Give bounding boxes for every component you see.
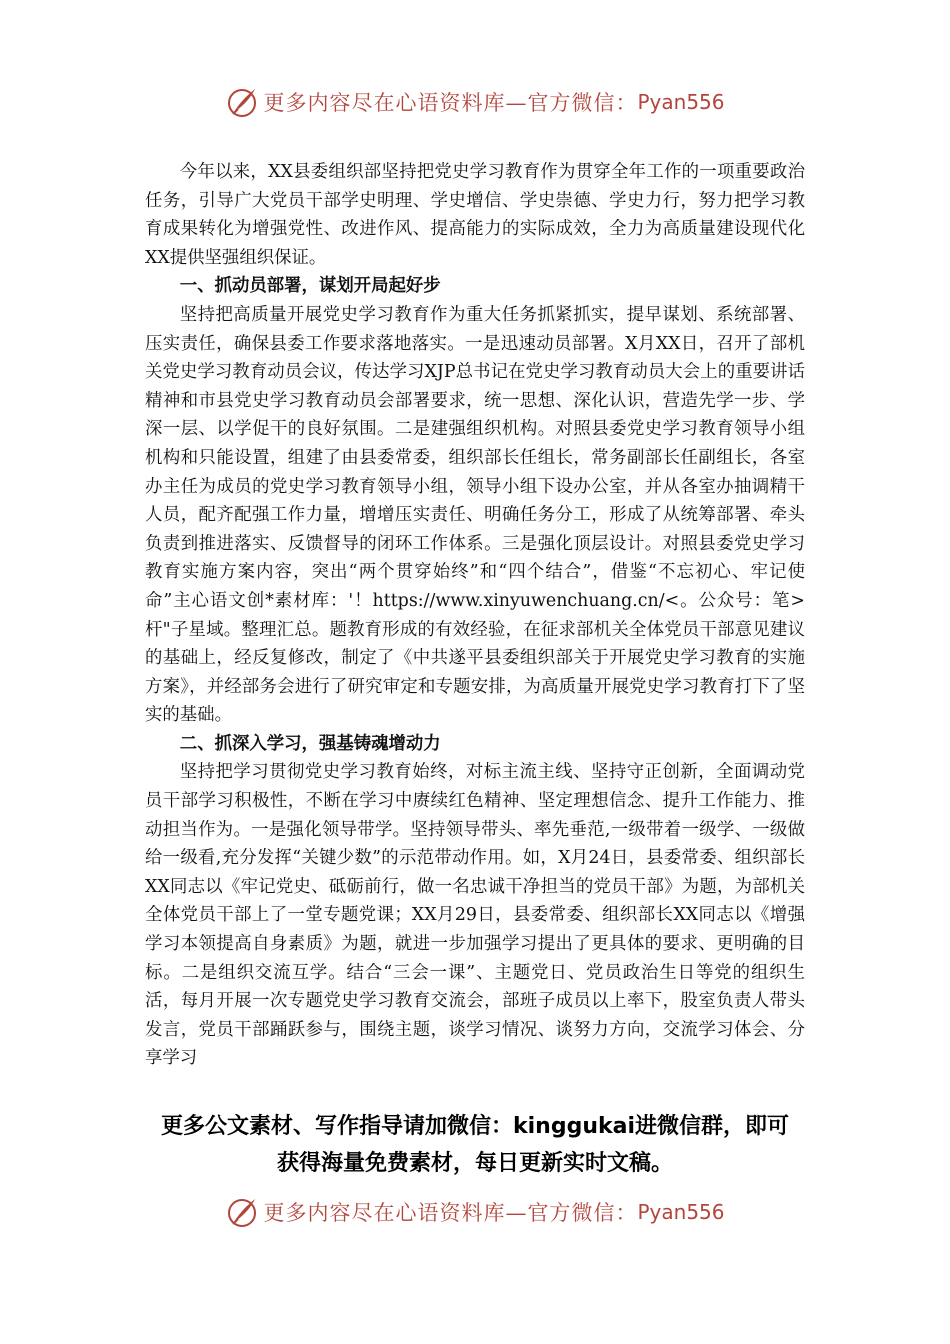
section-1-paragraph: 坚持把高质量开展党史学习教育作为重大任务抓紧抓实，提早谋划、系统部署、压实责任，确保县委工作要求落地落实。一是迅速动员部署。X月XX日，召开了部机关党史学习教育动员会议，传达学习XJP总书记在党史学习教育动员大会上的重要讲话精神和市县党史学习教育动员会部署要求，统一思想、深化认识，营造先学一步、学深一层、以学促干的良好氛围。二是建强组织机构。对照县委党史学习教育领导小组机构和只能设置，组建了由县委常委，组织部长任组长，常务副部长任副组长，各室办主任为成员的党史学习教育领导小组，领导小组下设办公室，并从各室办抽调精干人员，配齐配强工作力量，增增压实责任、明确任务分工，形成了从统筹部署、牵头负责到推进落实、反馈督导的闭环工作体系。三是强化顶层设计。对照县委党史学习教育实施方案内容，突出“两个贯穿始终”和“四个结合”，借鉴“不忘初心、牢记使命”主心语文创*素材库：'！https://www.xinyuwenchuang.cn/<。公众号：笔>杆"子星域。整理汇总。题教育形成的有效经验，在征求部机关全体党员干部意见建议的基础上，经反复修改，制定了《中共遂平县委组织部关于开展党史学习教育的实施方案》，并经部务会进行了研究审定和专题安排，为高质量开展党史学习教育打下了坚实的基础。: [145, 304, 805, 726]
article-body: [145, 158, 805, 1073]
banner-text: 更多内容尽在心语资料库—官方微信：: [263, 1201, 638, 1225]
promo-line-2: 获得海量免费素材，每日更新实时文稿。: [276, 1151, 673, 1176]
header-banner: [0, 82, 950, 122]
banner-wechat-id: Pyan556: [637, 90, 725, 114]
promo-notice: [0, 1108, 950, 1182]
banner-wechat-id: Pyan556: [637, 1200, 725, 1224]
footer-banner: [0, 1192, 950, 1232]
intro-paragraph: 今年以来，XX县委组织部坚持把党史学习教育作为贯穿全年工作的一项重要政治任务，引导广大党员干部学史明理、学史增信、学史崇德、学史力行，努力把学习教育成果转化为增强党性、改进作风、提高能力的实际成效，全力为高质量建设现代化XX提供坚强组织保证。: [145, 162, 805, 268]
promo-line-1: 更多公文素材、写作指导请加微信：kinggukai进微信群，即可: [160, 1114, 789, 1139]
section-2-paragraph: 坚持把学习贯彻党史学习教育始终，对标主流主线、坚持守正创新，全面调动党员干部学习积极性，不断在学习中赓续红色精神、坚定理想信念、提升工作能力、推动担当作为。一是强化领导带学。坚持领导带头、率先垂范,一级带着一级学、一级做给一级看,充分发挥“关键少数”的示范带动作用。如，X月24日，县委常委、组织部长XX同志以《牢记党史、砥砺前行，做一名忠诚干净担当的党员干部》为题，为部机关全体党员干部上了一堂专题党课；XX月29日，县委常委、组织部长XX同志以《增强学习本领提高自身素质》为题，就进一步加强学习提出了更具体的要求、更明确的目标。二是组织交流互学。结合“三会一课”、主题党日、党员政治生日等党的组织生活，每月开展一次专题党史学习教育交流会，部班子成员以上率下，股室负责人带头发言，党员干部踊跃参与，围绕主题，谈学习情况、谈努力方向，交流学习体会、分享学习: [145, 762, 805, 1069]
section-2-heading: 二、抓深入学习，强基铸魂增动力: [179, 733, 441, 754]
quill-logo-icon: [225, 85, 259, 119]
quill-logo-icon: [225, 1195, 259, 1229]
banner-text: 更多内容尽在心语资料库—官方微信：: [263, 91, 638, 115]
section-1-heading: 一、抓动员部署，谋划开局起好步: [179, 276, 441, 297]
